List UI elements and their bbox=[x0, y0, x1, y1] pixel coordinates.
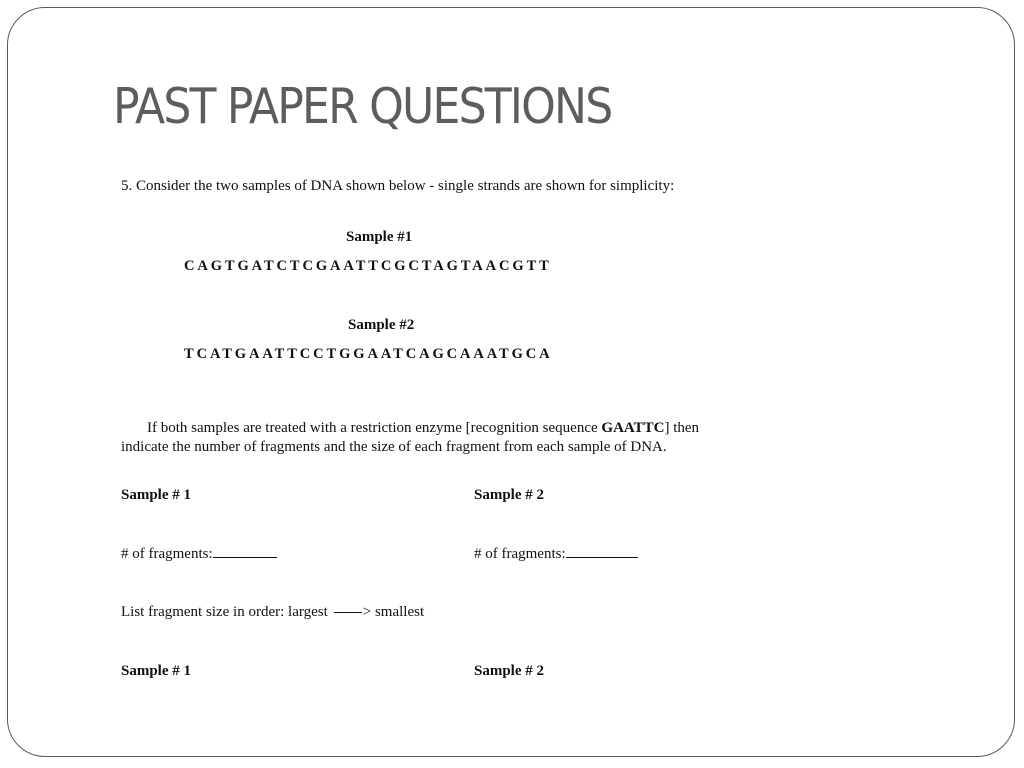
sample2-heading-bottom: Sample # 2 bbox=[474, 663, 545, 679]
sample2-heading: Sample # 2 bbox=[474, 487, 545, 503]
sample1-fragments-label: # of fragments: bbox=[121, 546, 213, 562]
list-order-label: List fragment size in order: largest bbox=[121, 604, 328, 620]
question-paragraph bbox=[121, 419, 711, 457]
sample1-label: Sample #1 bbox=[346, 229, 413, 245]
slide-title: PAST PAPER QUESTIONS bbox=[113, 78, 612, 135]
sample1-fragments-blank[interactable] bbox=[213, 556, 277, 558]
sample2-label: Sample #2 bbox=[348, 317, 415, 333]
arrow-line bbox=[334, 612, 362, 613]
sample2-sequence: TCATGAATTCCTGGAATCAGCAAATGCA bbox=[184, 346, 553, 362]
paragraph-text-2: ] then indicate the number of fragments and the size of each fragment from each sample of DNA. bbox=[121, 420, 700, 455]
sample2-fragments-row bbox=[474, 546, 638, 563]
sample1-heading: Sample # 1 bbox=[121, 487, 192, 503]
sample1-heading-bottom: Sample # 1 bbox=[121, 663, 192, 679]
sample2-fragments-label: # of fragments: bbox=[474, 546, 566, 562]
list-order-arrow-text: > smallest bbox=[362, 604, 425, 620]
sample1-fragments-row bbox=[121, 546, 277, 563]
list-order-row bbox=[121, 604, 424, 621]
sample2-fragments-blank[interactable] bbox=[566, 556, 638, 558]
paragraph-text-1: If both samples are treated with a restriction enzyme [recognition sequence bbox=[147, 420, 602, 436]
sample1-sequence: CAGTGATCTCGAATTCGCTAGTAACGTT bbox=[184, 258, 552, 274]
recognition-sequence: GAATTC bbox=[601, 420, 665, 436]
question-intro: 5. Consider the two samples of DNA shown below - single strands are shown for simplicity: bbox=[121, 178, 675, 194]
